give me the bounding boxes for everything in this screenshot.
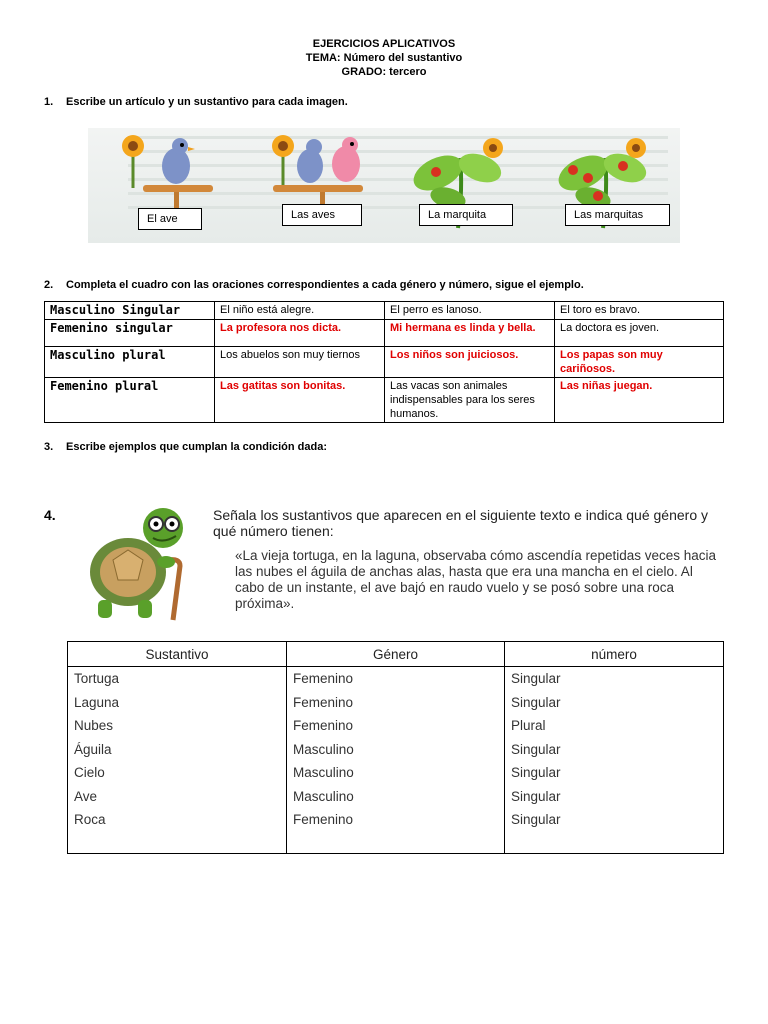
image-strip: [88, 128, 680, 243]
gender-cell: Masculino: [293, 741, 354, 757]
table-row: [45, 378, 724, 423]
table-row: [45, 302, 724, 320]
reading-quote: «La vieja tortuga, en la laguna, observaba cómo ascendía repetidas veces hacia las nubes el águila de anchas alas, hasta que era una mancha en el cielo. Al cabo de un instante, el ave bajó en raudo vuelo y se posó sobre una roca próxima».: [235, 548, 717, 611]
sentence-cell: El niño está alegre.: [215, 302, 385, 320]
doc-topic: TEMA: Número del sustantivo: [305, 52, 463, 64]
answer-cell: Las gatitas son bonitas.: [215, 378, 385, 423]
answer-cell: Mi hermana es linda y bella.: [385, 320, 555, 347]
gender-cell: Masculino: [293, 765, 354, 780]
gender-cell: Femenino: [293, 718, 354, 733]
noun-cell: Tortuga: [74, 671, 120, 686]
question-4-text: Señala los sustantivos que aparecen en el siguiente texto e indica qué género y qué número tienen:: [213, 507, 709, 539]
question-1: [44, 96, 348, 108]
answer-label-3: La marquita: [419, 204, 513, 226]
numero-column: [505, 667, 724, 854]
number-cell: Singular: [511, 671, 561, 686]
table-row: [45, 347, 724, 378]
sentence-cell: El perro es lanoso.: [385, 302, 555, 320]
gender-cell: Femenino: [293, 694, 354, 710]
number-cell: Singular: [511, 812, 561, 827]
gender-cell: Masculino: [293, 788, 354, 804]
sentence-cell: Las vacas son animales indispensables para los seres humanos.: [385, 378, 555, 423]
table-row: [45, 320, 724, 347]
number-cell: Plural: [511, 718, 546, 733]
gender-cell: Femenino: [293, 812, 354, 827]
noun-cell: Águila: [74, 741, 112, 757]
row-header: Femenino plural: [45, 378, 215, 423]
doc-grade: GRADO: tercero: [341, 66, 427, 78]
column-header-numero: número: [505, 642, 724, 667]
answer-label-4: Las marquitas: [565, 204, 670, 226]
answer-cell: Los papas son muy cariñosos.: [555, 347, 724, 378]
noun-cell: Cielo: [74, 765, 105, 780]
number-cell: Singular: [511, 765, 561, 780]
question-2: [44, 279, 584, 291]
question-4-number: 4.: [44, 507, 56, 523]
question-2-number: 2.: [44, 279, 54, 291]
sentence-cell: El toro es bravo.: [555, 302, 724, 320]
gender-number-table: [44, 301, 724, 423]
sentence-cell: Los abuelos son muy tiernos: [215, 347, 385, 378]
noun-cell: Roca: [74, 812, 106, 827]
gender-cell: Femenino: [293, 671, 354, 686]
number-cell: Singular: [511, 741, 561, 757]
question-3-number: 3.: [44, 441, 54, 453]
sustantivo-column: [68, 667, 287, 854]
column-header-genero: Género: [287, 642, 505, 667]
noun-cell: Ave: [74, 788, 98, 804]
nouns-table: [67, 641, 724, 854]
genero-column: [287, 667, 505, 854]
row-header: Masculino plural: [45, 347, 215, 378]
question-3: [44, 441, 327, 453]
row-header: Masculino Singular: [45, 302, 215, 320]
answer-cell: Los niños son juiciosos.: [385, 347, 555, 378]
answer-label-1: El ave: [138, 208, 202, 230]
table-header-row: [68, 642, 724, 667]
sentence-cell: La doctora es joven.: [555, 320, 724, 347]
question-1-text: Escribe un artículo y un sustantivo para cada imagen.: [66, 96, 348, 108]
turtle-icon: [68, 500, 196, 624]
number-cell: Singular: [511, 694, 561, 710]
doc-title: EJERCICIOS APLICATIVOS: [312, 38, 456, 50]
answer-label-2: Las aves: [282, 204, 362, 226]
question-2-text: Completa el cuadro con las oraciones correspondientes a cada género y número, sigue el ejemplo.: [66, 279, 584, 291]
answer-cell: Las niñas juegan.: [555, 378, 724, 423]
noun-cell: Laguna: [74, 694, 120, 710]
column-header-sustantivo: Sustantivo: [68, 642, 287, 667]
noun-cell: Nubes: [74, 718, 114, 733]
table-body-row: [68, 667, 724, 854]
number-cell: Singular: [511, 788, 561, 804]
row-header: Femenino singular: [45, 320, 215, 347]
question-1-number: 1.: [44, 96, 54, 108]
answer-cell: La profesora nos dicta.: [215, 320, 385, 347]
question-3-text: Escribe ejemplos que cumplan la condición dada:: [66, 441, 328, 453]
